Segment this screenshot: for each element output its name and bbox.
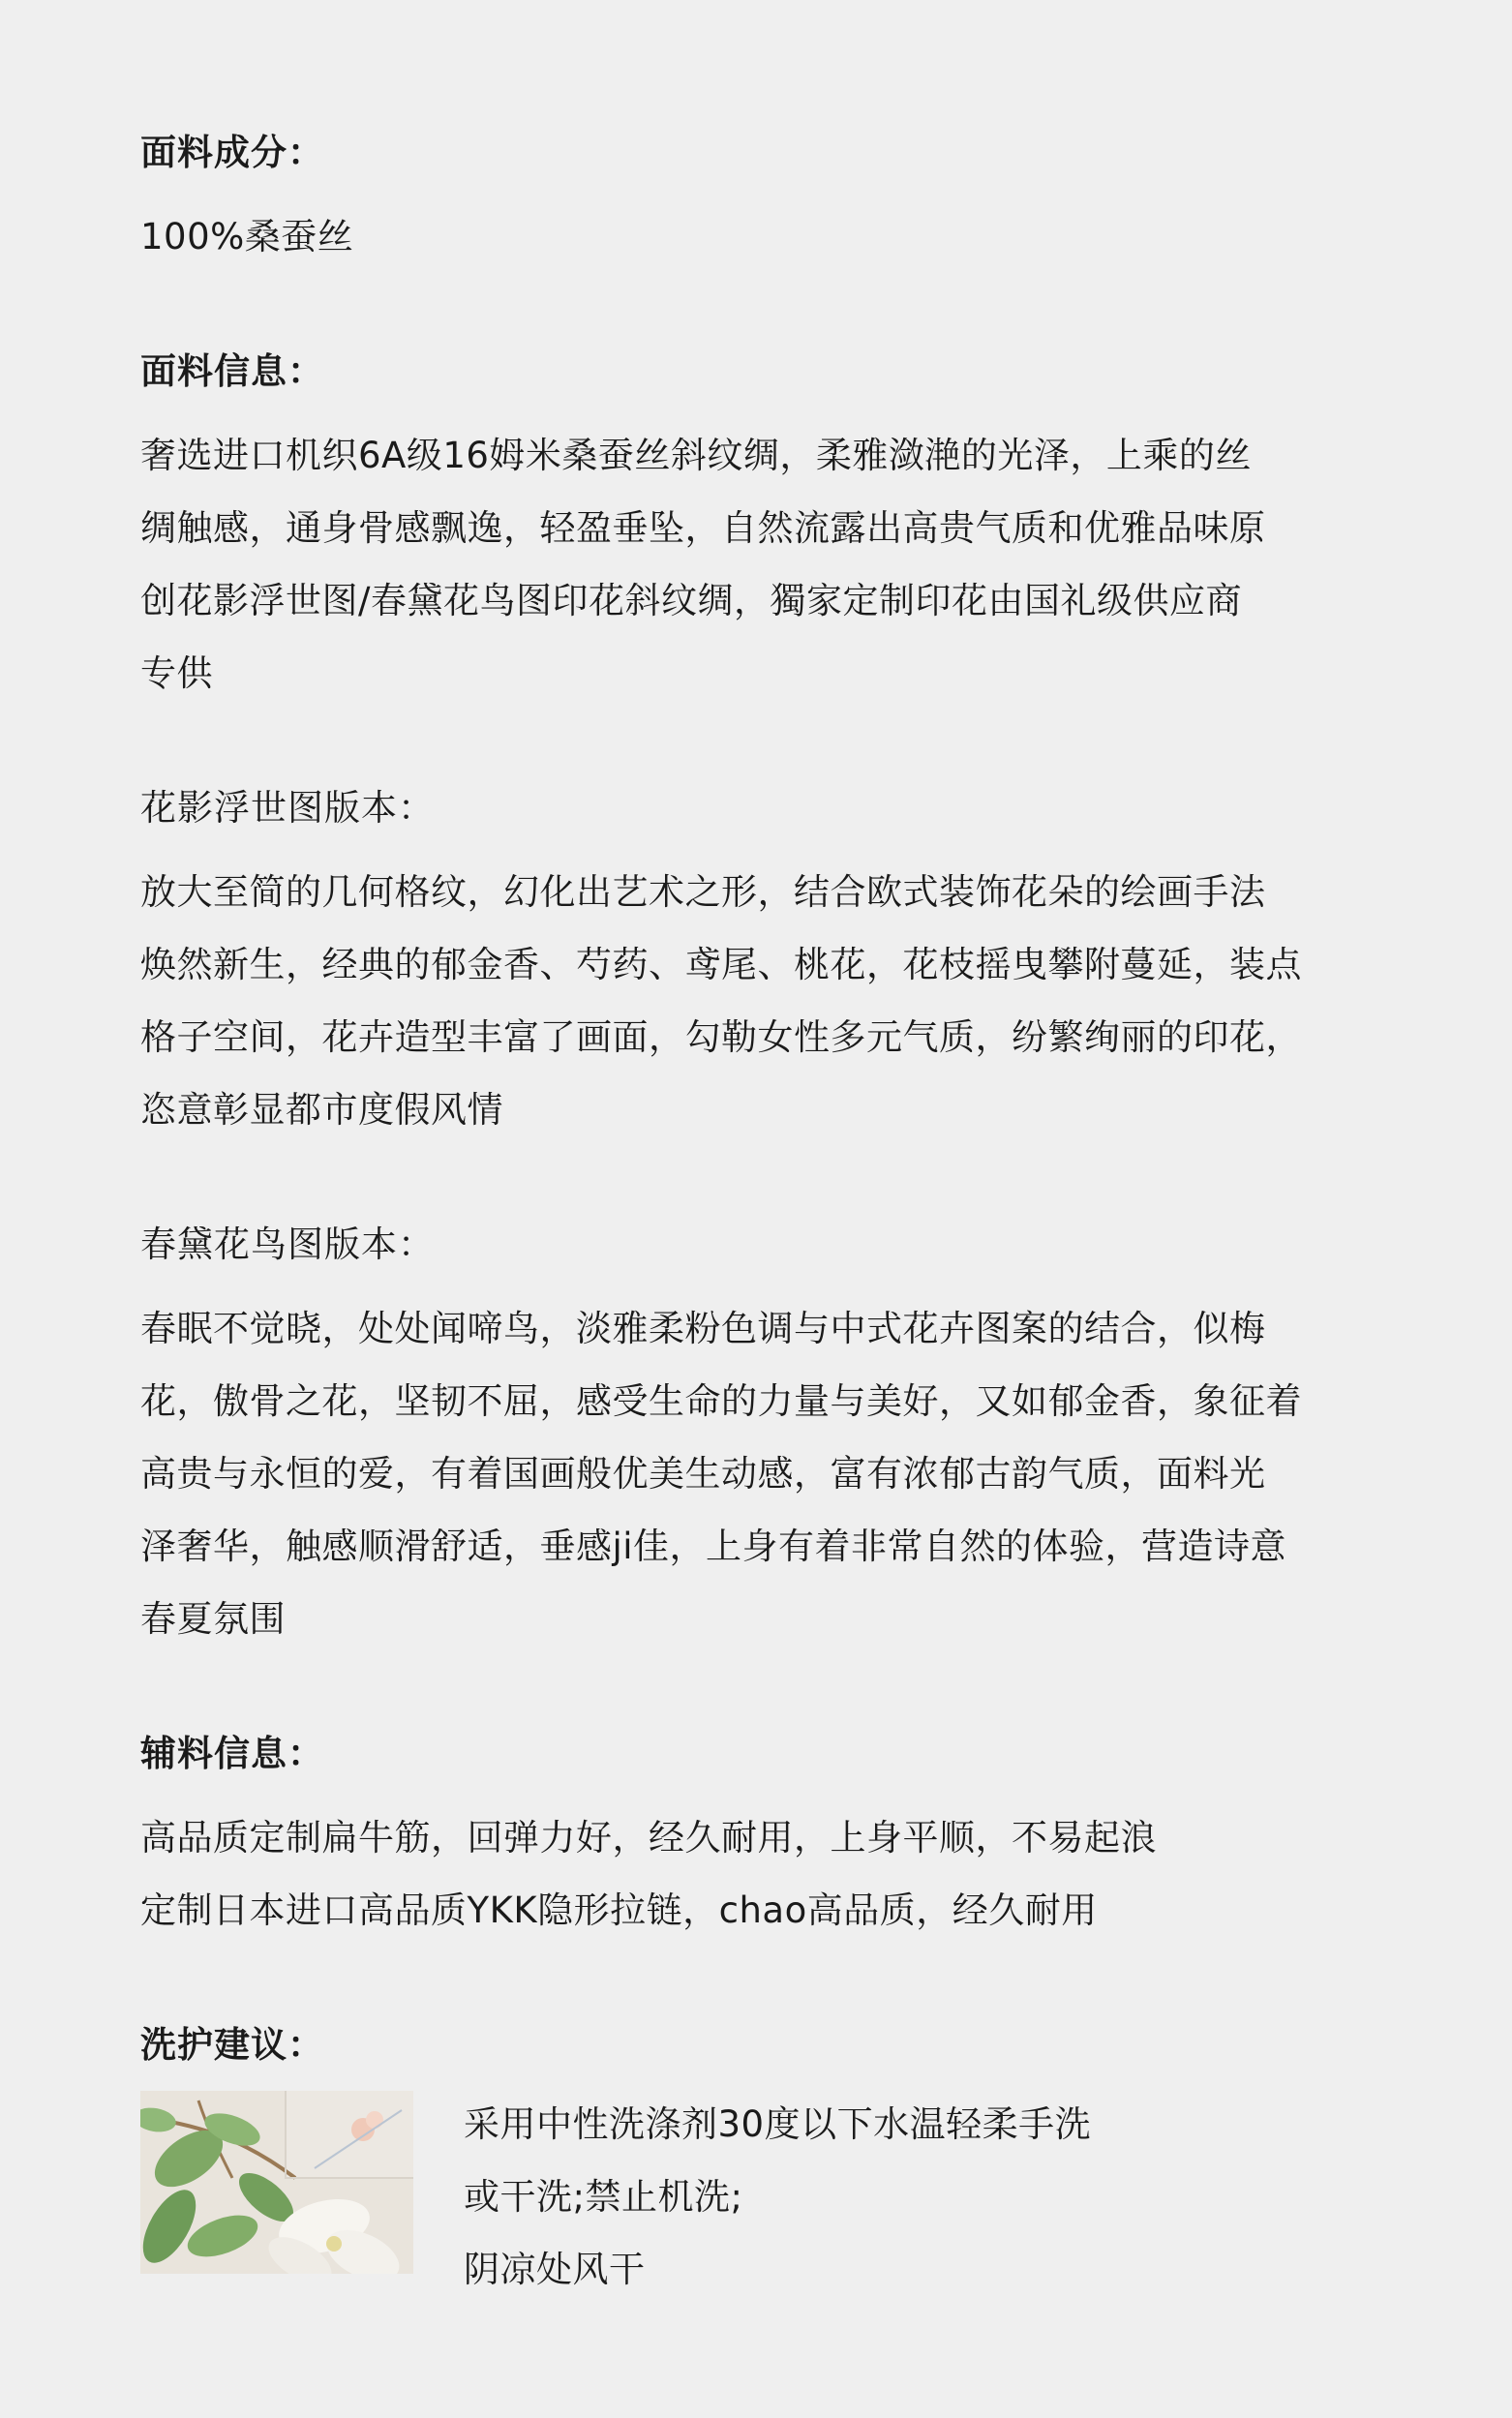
bird-version-line: 春夏氛围	[140, 1598, 286, 1640]
bird-version-line: 高贵与永恒的爱，有着国画般优美生动感，富有浓郁古韵气质，面料光	[140, 1453, 1266, 1495]
accessories-section	[140, 1729, 1372, 1947]
fabric-info-line: 绸触感，通身骨感飘逸，轻盈垂坠，自然流露出高贵气质和优雅品味原	[140, 507, 1266, 549]
bird-version-section	[140, 1220, 1372, 1655]
fabric-composition-value: 100%桑蚕丝	[140, 216, 354, 257]
fabric-composition-heading: 面料成分：	[140, 132, 324, 173]
bird-version-line: 泽奢华，触感顺滑舒适，垂感ji佳，上身有着非常自然的体验，营造诗意	[140, 1526, 1287, 1567]
floral-version-line: 恣意彰显都市度假风情	[140, 1089, 503, 1131]
care-line: 或干洗;禁止机洗;	[464, 2176, 743, 2218]
care-instructions	[464, 2088, 1091, 2306]
floral-version-line: 格子空间，花卉造型丰富了画面，勾勒女性多元气质，纷繁绚丽的印花，	[140, 1016, 1302, 1058]
bird-version-line: 春眠不觉晓，处处闻啼鸟，淡雅柔粉色调与中式花卉图案的结合，似梅	[140, 1308, 1266, 1349]
fabric-info-line: 奢选进口机织6A级16姆米桑蚕丝斜纹绸，柔雅潋滟的光泽，上乘的丝	[140, 435, 1252, 476]
fabric-info-section	[140, 347, 1372, 710]
fabric-info-line: 创花影浮世图/春黛花鸟图印花斜纹绸，獨家定制印花由国礼级供应商	[140, 580, 1242, 621]
care-row	[140, 2091, 1372, 2306]
bird-version-heading: 春黛花鸟图版本：	[140, 1224, 435, 1265]
accessories-heading: 辅料信息：	[140, 1733, 324, 1774]
accessories-line: 定制日本进口高品质YKK隐形拉链，chao高品质，经久耐用	[140, 1889, 1098, 1931]
fabric-composition-section	[140, 128, 1372, 273]
floral-version-line: 放大至简的几何格纹，幻化出艺术之形，结合欧式装饰花朵的绘画手法	[140, 871, 1266, 913]
floral-version-heading: 花影浮世图版本：	[140, 787, 435, 829]
care-heading: 洗护建议：	[140, 2024, 324, 2066]
fabric-info-line: 专供	[140, 652, 213, 694]
bird-version-line: 花，傲骨之花，坚韧不屈，感受生命的力量与美好，又如郁金香，象征着	[140, 1380, 1302, 1422]
care-section	[140, 2020, 1372, 2306]
accessories-line: 高品质定制扁牛筋，回弹力好，经久耐用，上身平顺，不易起浪	[140, 1817, 1157, 1859]
fabric-swatch-image	[140, 2091, 413, 2274]
fabric-info-heading: 面料信息：	[140, 350, 324, 392]
floral-version-section	[140, 783, 1372, 1146]
care-line: 采用中性洗涤剂30度以下水温轻柔手洗	[464, 2103, 1092, 2145]
floral-version-line: 焕然新生，经典的郁金香、芍药、鸢尾、桃花，花枝摇曳攀附蔓延，装点	[140, 944, 1302, 985]
care-line: 阴凉处风干	[464, 2249, 646, 2290]
